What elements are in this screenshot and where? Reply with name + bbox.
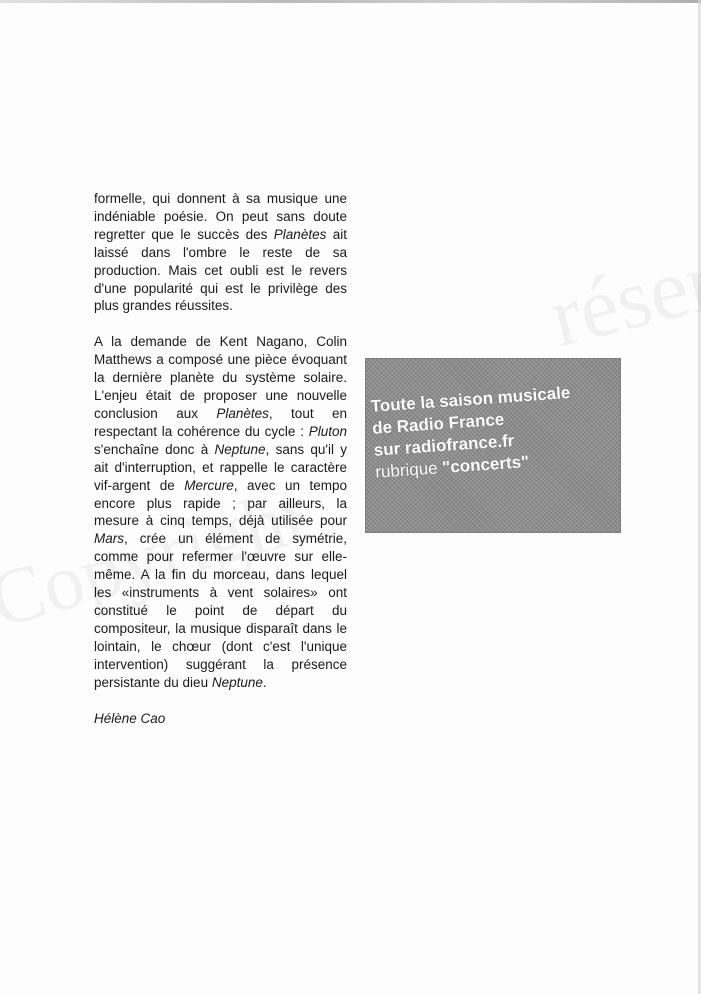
promo-line-3: sur radiofrance.fr <box>373 431 515 460</box>
italic-title-text: Planètes <box>273 226 327 242</box>
paragraph-text-segment: , avec un tempo encore plus rapide ; par ailleurs, la mesure à cinq temps, déjà utilisée pour <box>94 477 347 529</box>
article-paragraph-1 <box>94 190 347 315</box>
promo-rubrique-label: rubrique <box>374 458 443 482</box>
italic-title-text: Planètes <box>216 405 269 421</box>
promo-line-1: Toute la saison musicale <box>370 383 571 416</box>
italic-title-text: Neptune <box>214 441 266 457</box>
italic-title-text: Mercure <box>184 477 234 493</box>
watermark-right <box>540 210 701 367</box>
article-text-column <box>94 190 347 728</box>
article-paragraph-2 <box>94 333 347 691</box>
scan-top-edge <box>0 0 701 3</box>
promo-text <box>370 378 636 484</box>
paragraph-text-segment: , tout en respectant la cohérence du cycle : <box>94 405 347 439</box>
promo-concerts-label: "concerts" <box>441 452 530 478</box>
promo-line-2: de Radio France <box>371 409 505 438</box>
italic-title-text: Pluton <box>308 423 347 439</box>
paragraph-text-segment: A la demande de Kent Nagano, Colin Matthews a composé une pièce évoquant la dernière planète du système solaire. L'enjeu était de proposer une nouvelle conclusion aux <box>94 334 347 421</box>
italic-title-text: Mars <box>94 531 124 547</box>
author-signature: Hélène Cao <box>94 711 166 727</box>
italic-title-text: Neptune <box>211 674 263 690</box>
paragraph-text-segment: , crée un élément de symétrie, comme pour refermer l'œuvre sur elle-même. A la fin du morceau, dans lequel les «instruments à vent solaires» ont constitué le point de départ du compositeur, la musique disparaît dans le lointain, le chœur (dont c'est l'unique intervention) suggérant la présence persistante du dieu <box>94 531 347 690</box>
paragraph-text-segment: , sans qu'il y ait d'interruption, et rappelle le caractère vif-argent de <box>94 441 347 493</box>
paragraph-text-segment: s'enchaîne donc à <box>94 441 215 457</box>
radio-france-promo-box <box>365 358 621 533</box>
paragraph-text-segment: formelle, qui donnent à sa musique une indéniable poésie. On peut sans doute regretter que le succès des <box>94 191 347 242</box>
paragraph-text-segment: . <box>262 674 267 690</box>
paragraph-text-segment: ait laissé dans l'ombre le reste de sa production. Mais cet oubli est le revers d'une popularité qui est le privilège des plus grandes réussites. <box>94 226 347 314</box>
